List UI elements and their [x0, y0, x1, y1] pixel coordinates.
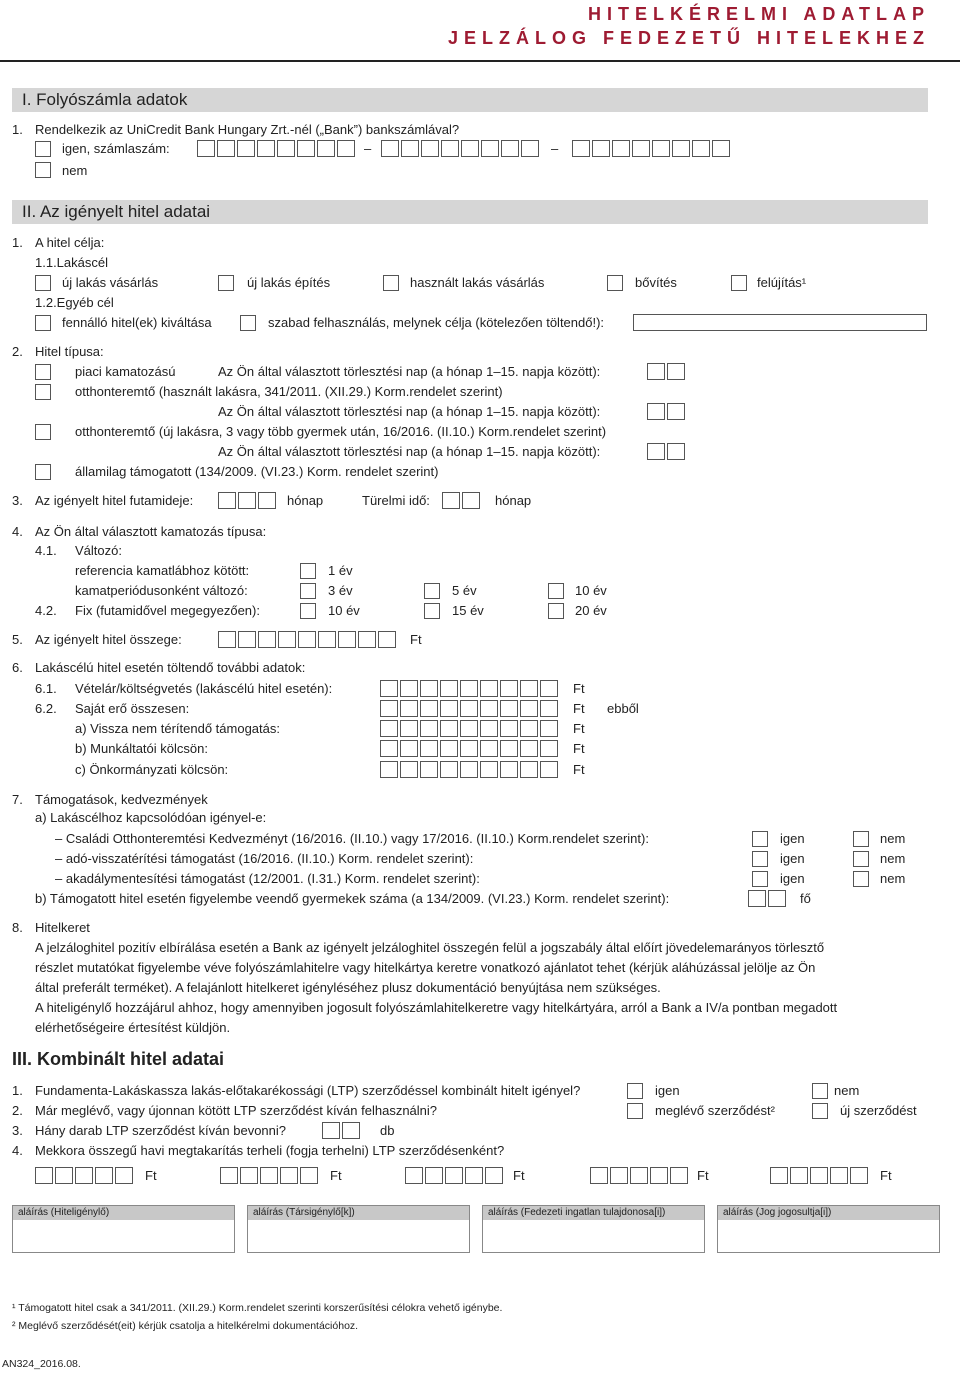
ltp-savings-1-digit-box[interactable] [35, 1167, 53, 1184]
account-number-part3-digit-box[interactable] [652, 140, 670, 157]
type-home-used-label: otthonteremtő (használt lakásra, 341/2011. (XII.29.) Korm.rendelet szerint) [75, 384, 503, 399]
free-use-purpose-input[interactable] [633, 314, 927, 331]
grant-amount-digit-box[interactable] [480, 720, 498, 737]
type-home-new-label: otthonteremtő (új lakásra, 3 vagy több gyermek után, 16/2016. (II.10.) Korm.rendelet szerint) [75, 424, 607, 439]
ltp-savings-3-currency: Ft [513, 1168, 525, 1183]
ltp-savings-5-digit-box[interactable] [770, 1167, 788, 1184]
own-funds-digit-box[interactable] [440, 700, 458, 717]
account-number-part1-digit-box[interactable] [237, 140, 255, 157]
reference-rate-label: referencia kamatlábhoz kötött: [75, 563, 250, 578]
subsidy-accessibility-no-label: nem [880, 871, 906, 886]
purchase-price-digit-box[interactable] [440, 680, 458, 697]
ltp-savings-4-digit-box[interactable] [650, 1167, 668, 1184]
s2-q2-label: Hitel típusa: [35, 344, 104, 359]
own-funds-digit-box[interactable] [540, 700, 558, 717]
s1-q1-number: 1. [12, 122, 23, 137]
s2-q3-label: Az igényelt hitel futamideje: [35, 493, 194, 508]
ltp-new-label: új szerződést [840, 1103, 917, 1118]
repayment-day-home-new [647, 443, 685, 460]
ltp-savings-4 [590, 1167, 688, 1184]
period-3y-checkbox[interactable] [300, 583, 316, 599]
children-count-digit-box[interactable] [748, 890, 766, 907]
children-count [748, 890, 786, 907]
repayment-day-home-new-digit-box[interactable] [667, 443, 685, 460]
grant-amount-digit-box[interactable] [420, 720, 438, 737]
account-number-part2-digit-box[interactable] [441, 140, 459, 157]
employer-loan-amount [380, 740, 558, 757]
section2-title: II. Az igényelt hitel adatai [22, 202, 211, 221]
s3-q3-label: Hány darab LTP szerződést kíván bevonni? [35, 1123, 286, 1138]
period-5y-label: 5 év [452, 583, 477, 598]
account-number-part1-digit-box[interactable] [197, 140, 215, 157]
employer-loan-amount-digit-box[interactable] [380, 740, 398, 757]
account-dash-2: – [551, 141, 559, 156]
ltp-savings-4-currency: Ft [697, 1168, 709, 1183]
ltp-savings-2-digit-box[interactable] [260, 1167, 278, 1184]
purpose-new-build-label: új lakás építés [247, 275, 331, 290]
s1-q1-label: Rendelkezik az UniCredit Bank Hungary Zrt.-nél („Bank”) bankszámlával? [35, 122, 460, 137]
employer-loan-amount-digit-box[interactable] [440, 740, 458, 757]
subsidy-csok-yes-label: igen [780, 831, 805, 846]
loan-amount-digit-box[interactable] [278, 631, 296, 648]
s2-q2-number: 2. [12, 344, 23, 359]
purpose-refinance-label: fennálló hitel(ek) kiváltása [62, 315, 212, 330]
account-number-part3-digit-box[interactable] [592, 140, 610, 157]
ltp-savings-1-digit-box[interactable] [115, 1167, 133, 1184]
ltp-existing-label: meglévő szerződést² [655, 1103, 775, 1118]
grant-amount [380, 720, 558, 737]
ltp-savings-3-digit-box[interactable] [445, 1167, 463, 1184]
purpose-free-use-checkbox[interactable] [240, 315, 256, 331]
account-yes-label: igen, számlaszám: [62, 141, 170, 156]
grace-period-label: Türelmi idő: [362, 493, 430, 508]
subsidy-tax-refund-yes-label: igen [780, 851, 805, 866]
ltp-savings-2-digit-box[interactable] [300, 1167, 318, 1184]
grant-amount-digit-box[interactable] [460, 720, 478, 737]
account-number-part1-digit-box[interactable] [297, 140, 315, 157]
loan-amount-currency: Ft [410, 632, 422, 647]
type-market-label: piaci kamatozású [75, 364, 176, 379]
purchase-price-digit-box[interactable] [480, 680, 498, 697]
purchase-price [380, 680, 558, 697]
purpose-refinance-checkbox[interactable] [35, 315, 51, 331]
account-number-part1-digit-box[interactable] [257, 140, 275, 157]
purchase-price-digit-box[interactable] [460, 680, 478, 697]
s2-q7a-label: a) Lakáscélhoz kapcsolódóan igényel-e: [35, 810, 267, 825]
s3-q4-label: Mekkora összegű havi megtakarítás terheli (fogja terhelni) LTP szerződésenként? [35, 1143, 505, 1158]
account-number-part2-digit-box[interactable] [501, 140, 519, 157]
type-market-checkbox[interactable] [35, 364, 51, 380]
purchase-price-digit-box[interactable] [400, 680, 418, 697]
section2-header [12, 200, 928, 224]
loan-term-months-digit-box[interactable] [218, 492, 236, 509]
own-funds-currency: Ft [573, 701, 585, 716]
grant-currency: Ft [573, 721, 585, 736]
loan-amount-digit-box[interactable] [338, 631, 356, 648]
signature-right-holder[interactable] [717, 1205, 940, 1253]
period-variable-label: kamatperiódusonként változó: [75, 583, 248, 598]
purchase-price-digit-box[interactable] [500, 680, 518, 697]
of-which-label: ebből [607, 701, 639, 716]
account-number-part1 [197, 140, 355, 157]
ltp-savings-3-digit-box[interactable] [465, 1167, 483, 1184]
own-funds-label: Saját erő összesen: [75, 701, 190, 716]
form-title-line1: HITELKÉRELMI ADATLAP [588, 4, 930, 24]
signature-co-applicant-label: aláírás (Társigénylő[k]) [248, 1206, 469, 1220]
grace-period-months [442, 492, 480, 509]
loan-term-months [218, 492, 276, 509]
s2-q1-label: A hitel célja: [35, 235, 105, 250]
credit-line-text-2: részlet mutatókat figyelembe véve folyószámlahitelre vagy hitelkártya keretre vonatkozó ajánlatot tehet (kérjük aláhúzással jelölje az Ön [35, 960, 816, 975]
purpose-new-purchase-label: új lakás vásárlás [62, 275, 159, 290]
ltp-savings-3-digit-box[interactable] [485, 1167, 503, 1184]
form-title-line2: JELZÁLOG FEDEZETŰ HITELEKHEZ [447, 28, 930, 48]
s3-q1-label: Fundamenta-Lakáskassza lakás-előtakarékossági (LTP) szerződéssel kombinált hitelt igényel? [35, 1083, 581, 1098]
s2-q61-number: 6.1. [35, 681, 57, 696]
s2-q4-label: Az Ön által választott kamatozás típusa: [35, 524, 267, 539]
footnote-2: ² Meglévő szerződését(eit) kérjük csatolja a hitelkérelmi dokumentációhoz. [12, 1320, 359, 1332]
ltp-contract-count-unit: db [380, 1123, 395, 1138]
subsidy-csok-label: – Családi Otthonteremtési Kedvezményt (16/2016. (II.10.) vagy 17/2016. (II.10.) Korm.rendelet szerint): [55, 831, 649, 846]
s2-q4-number: 4. [12, 524, 23, 539]
municipal-loan-amount [380, 761, 558, 778]
s2-q6-number: 6. [12, 660, 23, 675]
s2-q42-number: 4.2. [35, 603, 57, 618]
signature-property-owner[interactable] [482, 1205, 705, 1253]
ltp-savings-5-digit-box[interactable] [810, 1167, 828, 1184]
loan-amount [218, 631, 396, 648]
grant-amount-digit-box[interactable] [440, 720, 458, 737]
loan-term-months-digit-box[interactable] [258, 492, 276, 509]
type-home-new-checkbox[interactable] [35, 424, 51, 440]
section3-title: III. Kombinált hitel adatai [12, 1049, 225, 1069]
grace-period-unit: hónap [495, 493, 532, 508]
s2-q41-number: 4.1. [35, 543, 57, 558]
ltp-savings-4-digit-box[interactable] [610, 1167, 628, 1184]
purpose-extension-checkbox[interactable] [607, 275, 623, 291]
ltp-new-checkbox[interactable] [812, 1103, 828, 1119]
employer-loan-amount-digit-box[interactable] [480, 740, 498, 757]
ltp-savings-3 [405, 1167, 503, 1184]
account-number-part1-digit-box[interactable] [337, 140, 355, 157]
ltp-savings-4-digit-box[interactable] [590, 1167, 608, 1184]
period-3y-label: 3 év [328, 583, 353, 598]
employer-loan-amount-digit-box[interactable] [400, 740, 418, 757]
form-code: AN324_2016.08. [2, 1358, 81, 1370]
employer-loan-amount-digit-box[interactable] [520, 740, 538, 757]
account-number-part2-digit-box[interactable] [421, 140, 439, 157]
ltp-contract-count [322, 1122, 360, 1139]
s2-q5-label: Az igényelt hitel összege: [35, 632, 182, 647]
purpose-used-purchase-checkbox[interactable] [383, 275, 399, 291]
ltp-combined-yes-label: igen [655, 1083, 680, 1098]
s2-q11-label: 1.1.Lakáscél [35, 255, 108, 270]
ltp-savings-3-digit-box[interactable] [405, 1167, 423, 1184]
account-number-part3-digit-box[interactable] [672, 140, 690, 157]
signature-applicant-label: aláírás (Hiteligénylő) [13, 1206, 234, 1220]
s3-q3-number: 3. [12, 1123, 23, 1138]
purpose-new-build-checkbox[interactable] [218, 275, 234, 291]
account-number-part3 [572, 140, 730, 157]
loan-amount-digit-box[interactable] [318, 631, 336, 648]
subsidy-tax-refund-no-label: nem [880, 851, 906, 866]
fixed-15y-checkbox[interactable] [424, 603, 440, 619]
account-no-label: nem [62, 163, 88, 178]
period-5y-checkbox[interactable] [424, 583, 440, 599]
ltp-savings-4-digit-box[interactable] [670, 1167, 688, 1184]
ltp-savings-5 [770, 1167, 868, 1184]
account-yes-checkbox[interactable] [35, 141, 51, 157]
s2-q7-label: Támogatások, kedvezmények [35, 792, 208, 807]
purchase-price-digit-box[interactable] [420, 680, 438, 697]
employer-loan-amount-digit-box[interactable] [460, 740, 478, 757]
account-number-part3-digit-box[interactable] [632, 140, 650, 157]
ref-rate-1y-checkbox[interactable] [300, 563, 316, 579]
account-dash-1: – [364, 141, 372, 156]
repayment-day-market-digit-box[interactable] [647, 363, 665, 380]
employer-loan-currency: Ft [573, 741, 585, 756]
account-number-part1-digit-box[interactable] [277, 140, 295, 157]
own-funds-digit-box[interactable] [420, 700, 438, 717]
employer-loan-amount-digit-box[interactable] [540, 740, 558, 757]
period-10y-label: 10 év [575, 583, 607, 598]
footnote-1: ¹ Támogatott hitel csak a 341/2011. (XII.29.) Korm.rendelet szerinti korszerűsítési célokra vehető igénybe. [12, 1302, 503, 1314]
ltp-contract-count-digit-box[interactable] [322, 1122, 340, 1139]
s3-q1-number: 1. [12, 1083, 23, 1098]
type-home-used-checkbox[interactable] [35, 384, 51, 400]
fixed-20y-label: 20 év [575, 603, 607, 618]
signature-applicant[interactable] [12, 1205, 235, 1253]
account-number-part3-digit-box[interactable] [572, 140, 590, 157]
ltp-savings-1-currency: Ft [145, 1168, 157, 1183]
children-count-label: b) Támogatott hitel esetén figyelembe veendő gyermekek száma (a 134/2009. (VI.23.) Korm. rendelet szerint): [35, 891, 670, 906]
credit-line-text-5: elérhetőségeire értesítést küldjön. [35, 1020, 231, 1035]
loan-term-unit: hónap [287, 493, 324, 508]
s2-q5-number: 5. [12, 632, 23, 647]
subsidy-csok-no-label: nem [880, 831, 906, 846]
ltp-combined-no-label: nem [834, 1083, 860, 1098]
account-number-part2-digit-box[interactable] [481, 140, 499, 157]
employer-loan-label: b) Munkáltatói kölcsön: [75, 741, 208, 756]
repayment-day-label: Az Ön által választott törlesztési nap (a hónap 1–15. napja között): [218, 444, 601, 459]
subsidy-accessibility-no-checkbox[interactable] [853, 871, 869, 887]
account-number-part2-digit-box[interactable] [401, 140, 419, 157]
account-number-part1-digit-box[interactable] [317, 140, 335, 157]
credit-line-text-3: által preferált terméket). A felajánlott hitelkeret igényléséhez plusz dokumentáció benyújtása nem szükséges. [35, 980, 661, 995]
grant-amount-digit-box[interactable] [540, 720, 558, 737]
fixed-20y-checkbox[interactable] [548, 603, 564, 619]
ltp-savings-5-currency: Ft [880, 1168, 892, 1183]
own-funds-digit-box[interactable] [520, 700, 538, 717]
purchase-price-digit-box[interactable] [540, 680, 558, 697]
employer-loan-amount-digit-box[interactable] [500, 740, 518, 757]
purpose-renovation-checkbox[interactable] [731, 275, 747, 291]
s2-q6-label: Lakáscélú hitel esetén töltendő további adatok: [35, 660, 306, 675]
purchase-price-currency: Ft [573, 681, 585, 696]
ltp-combined-no-checkbox[interactable] [812, 1083, 828, 1099]
s2-q12-label: 1.2.Egyéb cél [35, 295, 114, 310]
ltp-savings-5-digit-box[interactable] [790, 1167, 808, 1184]
ltp-savings-1-digit-box[interactable] [55, 1167, 73, 1184]
children-count-digit-box[interactable] [768, 890, 786, 907]
repayment-day-label: Az Ön által választott törlesztési nap (a hónap 1–15. napja között): [218, 404, 601, 419]
subsidy-tax-refund-no-checkbox[interactable] [853, 851, 869, 867]
loan-term-months-digit-box[interactable] [238, 492, 256, 509]
purpose-extension-label: bővítés [635, 275, 677, 290]
ltp-savings-2 [220, 1167, 318, 1184]
ltp-savings-2-digit-box[interactable] [280, 1167, 298, 1184]
grant-amount-digit-box[interactable] [400, 720, 418, 737]
account-number-part3-digit-box[interactable] [712, 140, 730, 157]
type-state-subsidised-checkbox[interactable] [35, 464, 51, 480]
signature-co-applicant[interactable] [247, 1205, 470, 1253]
ltp-savings-5-digit-box[interactable] [850, 1167, 868, 1184]
type-state-subsidised-label: államilag támogatott (134/2009. (VI.23.) Korm. rendelet szerint) [75, 464, 439, 479]
grace-period-months-digit-box[interactable] [442, 492, 460, 509]
loan-amount-digit-box[interactable] [258, 631, 276, 648]
account-number-part3-digit-box[interactable] [612, 140, 630, 157]
account-number-part3-digit-box[interactable] [692, 140, 710, 157]
account-number-part2-digit-box[interactable] [381, 140, 399, 157]
repayment-day-market [647, 363, 685, 380]
variable-rate-label: Változó: [75, 543, 122, 558]
subsidy-csok-yes-checkbox[interactable] [752, 831, 768, 847]
fixed-10y-label: 10 év [328, 603, 360, 618]
subsidy-csok-no-checkbox[interactable] [853, 831, 869, 847]
employer-loan-amount-digit-box[interactable] [420, 740, 438, 757]
grant-amount-digit-box[interactable] [500, 720, 518, 737]
signature-property-owner-label: aláírás (Fedezeti ingatlan tulajdonosa[i]) [483, 1206, 704, 1220]
account-number-part2-digit-box[interactable] [461, 140, 479, 157]
ltp-savings-4-digit-box[interactable] [630, 1167, 648, 1184]
fixed-10y-checkbox[interactable] [300, 603, 316, 619]
credit-line-text-4: A hiteligénylő hozzájárul ahhoz, hogy amennyiben jogosult folyószámlahitelkeretre vagy hitelkártyára, arról a Bank a IV/a pontban megadott [35, 1000, 838, 1015]
municipal-loan-amount-digit-box[interactable] [480, 761, 498, 778]
s2-q8-label: Hitelkeret [35, 920, 90, 935]
purpose-free-use-label: szabad felhasználás, melynek célja (kötelezően töltendő!): [268, 315, 605, 330]
repayment-day-home-new-digit-box[interactable] [647, 443, 665, 460]
subsidy-accessibility-label: – akadálymentesítési támogatást (12/2001. (I.31.) Korm. rendelet szerint): [55, 871, 480, 886]
grant-amount-digit-box[interactable] [520, 720, 538, 737]
purpose-renovation-label: felújítás¹ [757, 275, 807, 290]
loan-amount-digit-box[interactable] [238, 631, 256, 648]
municipal-loan-amount-digit-box[interactable] [460, 761, 478, 778]
own-funds-digit-box[interactable] [500, 700, 518, 717]
municipal-loan-amount-digit-box[interactable] [420, 761, 438, 778]
fixed-15y-label: 15 év [452, 603, 484, 618]
municipal-loan-amount-digit-box[interactable] [520, 761, 538, 778]
ltp-savings-1 [35, 1167, 133, 1184]
s3-q2-number: 2. [12, 1103, 23, 1118]
purpose-new-purchase-checkbox[interactable] [35, 275, 51, 291]
period-10y-checkbox[interactable] [548, 583, 564, 599]
subsidy-tax-refund-label: – adó-visszatérítési támogatást (16/2016. (II.10.) Korm. rendelet szerint): [55, 851, 474, 866]
municipal-loan-amount-digit-box[interactable] [500, 761, 518, 778]
loan-amount-digit-box[interactable] [218, 631, 236, 648]
repayment-day-home-used-digit-box[interactable] [667, 403, 685, 420]
ltp-savings-1-digit-box[interactable] [95, 1167, 113, 1184]
municipal-loan-currency: Ft [573, 762, 585, 777]
purchase-price-digit-box[interactable] [380, 680, 398, 697]
own-funds [380, 700, 558, 717]
s2-q7-number: 7. [12, 792, 23, 807]
grace-period-months-digit-box[interactable] [462, 492, 480, 509]
purchase-price-digit-box[interactable] [520, 680, 538, 697]
section1-title: I. Folyószámla adatok [22, 90, 188, 109]
own-funds-digit-box[interactable] [460, 700, 478, 717]
subsidy-accessibility-yes-label: igen [780, 871, 805, 886]
account-number-part1-digit-box[interactable] [217, 140, 235, 157]
ref-rate-1y-label: 1 év [328, 563, 353, 578]
s2-q8-number: 8. [12, 920, 23, 935]
repayment-day-home-used [647, 403, 685, 420]
credit-line-text-1: A jelzáloghitel pozitív elbírálása esetén a Bank az igényelt jelzáloghitel összegén felül a jogszabály által előírt jövedelemarányos törlesztő [35, 940, 825, 955]
municipal-loan-label: c) Önkormányzati kölcsön: [75, 762, 229, 777]
s3-q4-number: 4. [12, 1143, 23, 1158]
account-no-checkbox[interactable] [35, 162, 51, 178]
loan-amount-digit-box[interactable] [298, 631, 316, 648]
account-number-part2 [381, 140, 539, 157]
grant-label: a) Vissza nem térítendő támogatás: [75, 721, 280, 736]
purpose-used-purchase-label: használt lakás vásárlás [410, 275, 545, 290]
own-funds-digit-box[interactable] [380, 700, 398, 717]
subsidy-tax-refund-yes-checkbox[interactable] [752, 851, 768, 867]
municipal-loan-amount-digit-box[interactable] [540, 761, 558, 778]
ltp-contract-count-digit-box[interactable] [342, 1122, 360, 1139]
ltp-savings-2-digit-box[interactable] [220, 1167, 238, 1184]
s2-q1-number: 1. [12, 235, 23, 250]
municipal-loan-amount-digit-box[interactable] [440, 761, 458, 778]
purchase-price-label: Vételár/költségvetés (lakáscélú hitel esetén): [75, 681, 333, 696]
s2-q3-number: 3. [12, 493, 23, 508]
ltp-savings-2-currency: Ft [330, 1168, 342, 1183]
s3-q2-label: Már meglévő, vagy újonnan kötött LTP szerződést kíván felhasználni? [35, 1103, 438, 1118]
signature-right-holder-label: aláírás (Jog jogosultja[i]) [718, 1206, 939, 1220]
ltp-savings-2-digit-box[interactable] [240, 1167, 258, 1184]
ltp-savings-5-digit-box[interactable] [830, 1167, 848, 1184]
loan-amount-digit-box[interactable] [358, 631, 376, 648]
own-funds-digit-box[interactable] [400, 700, 418, 717]
ltp-combined-yes-checkbox[interactable] [627, 1083, 643, 1099]
account-number-part2-digit-box[interactable] [521, 140, 539, 157]
section1-header [12, 88, 928, 112]
header-divider [0, 60, 960, 62]
repayment-day-home-used-digit-box[interactable] [647, 403, 665, 420]
repayment-day-label: Az Ön által választott törlesztési nap (a hónap 1–15. napja között): [218, 364, 601, 379]
grant-amount-digit-box[interactable] [380, 720, 398, 737]
s2-q62-number: 6.2. [35, 701, 57, 716]
municipal-loan-amount-digit-box[interactable] [400, 761, 418, 778]
subsidy-accessibility-yes-checkbox[interactable] [752, 871, 768, 887]
repayment-day-market-digit-box[interactable] [667, 363, 685, 380]
loan-amount-digit-box[interactable] [378, 631, 396, 648]
municipal-loan-amount-digit-box[interactable] [380, 761, 398, 778]
ltp-existing-checkbox[interactable] [627, 1103, 643, 1119]
ltp-savings-1-digit-box[interactable] [75, 1167, 93, 1184]
own-funds-digit-box[interactable] [480, 700, 498, 717]
children-count-unit: fő [800, 891, 811, 906]
fixed-rate-label: Fix (futamidővel megegyezően): [75, 603, 260, 618]
ltp-savings-3-digit-box[interactable] [425, 1167, 443, 1184]
